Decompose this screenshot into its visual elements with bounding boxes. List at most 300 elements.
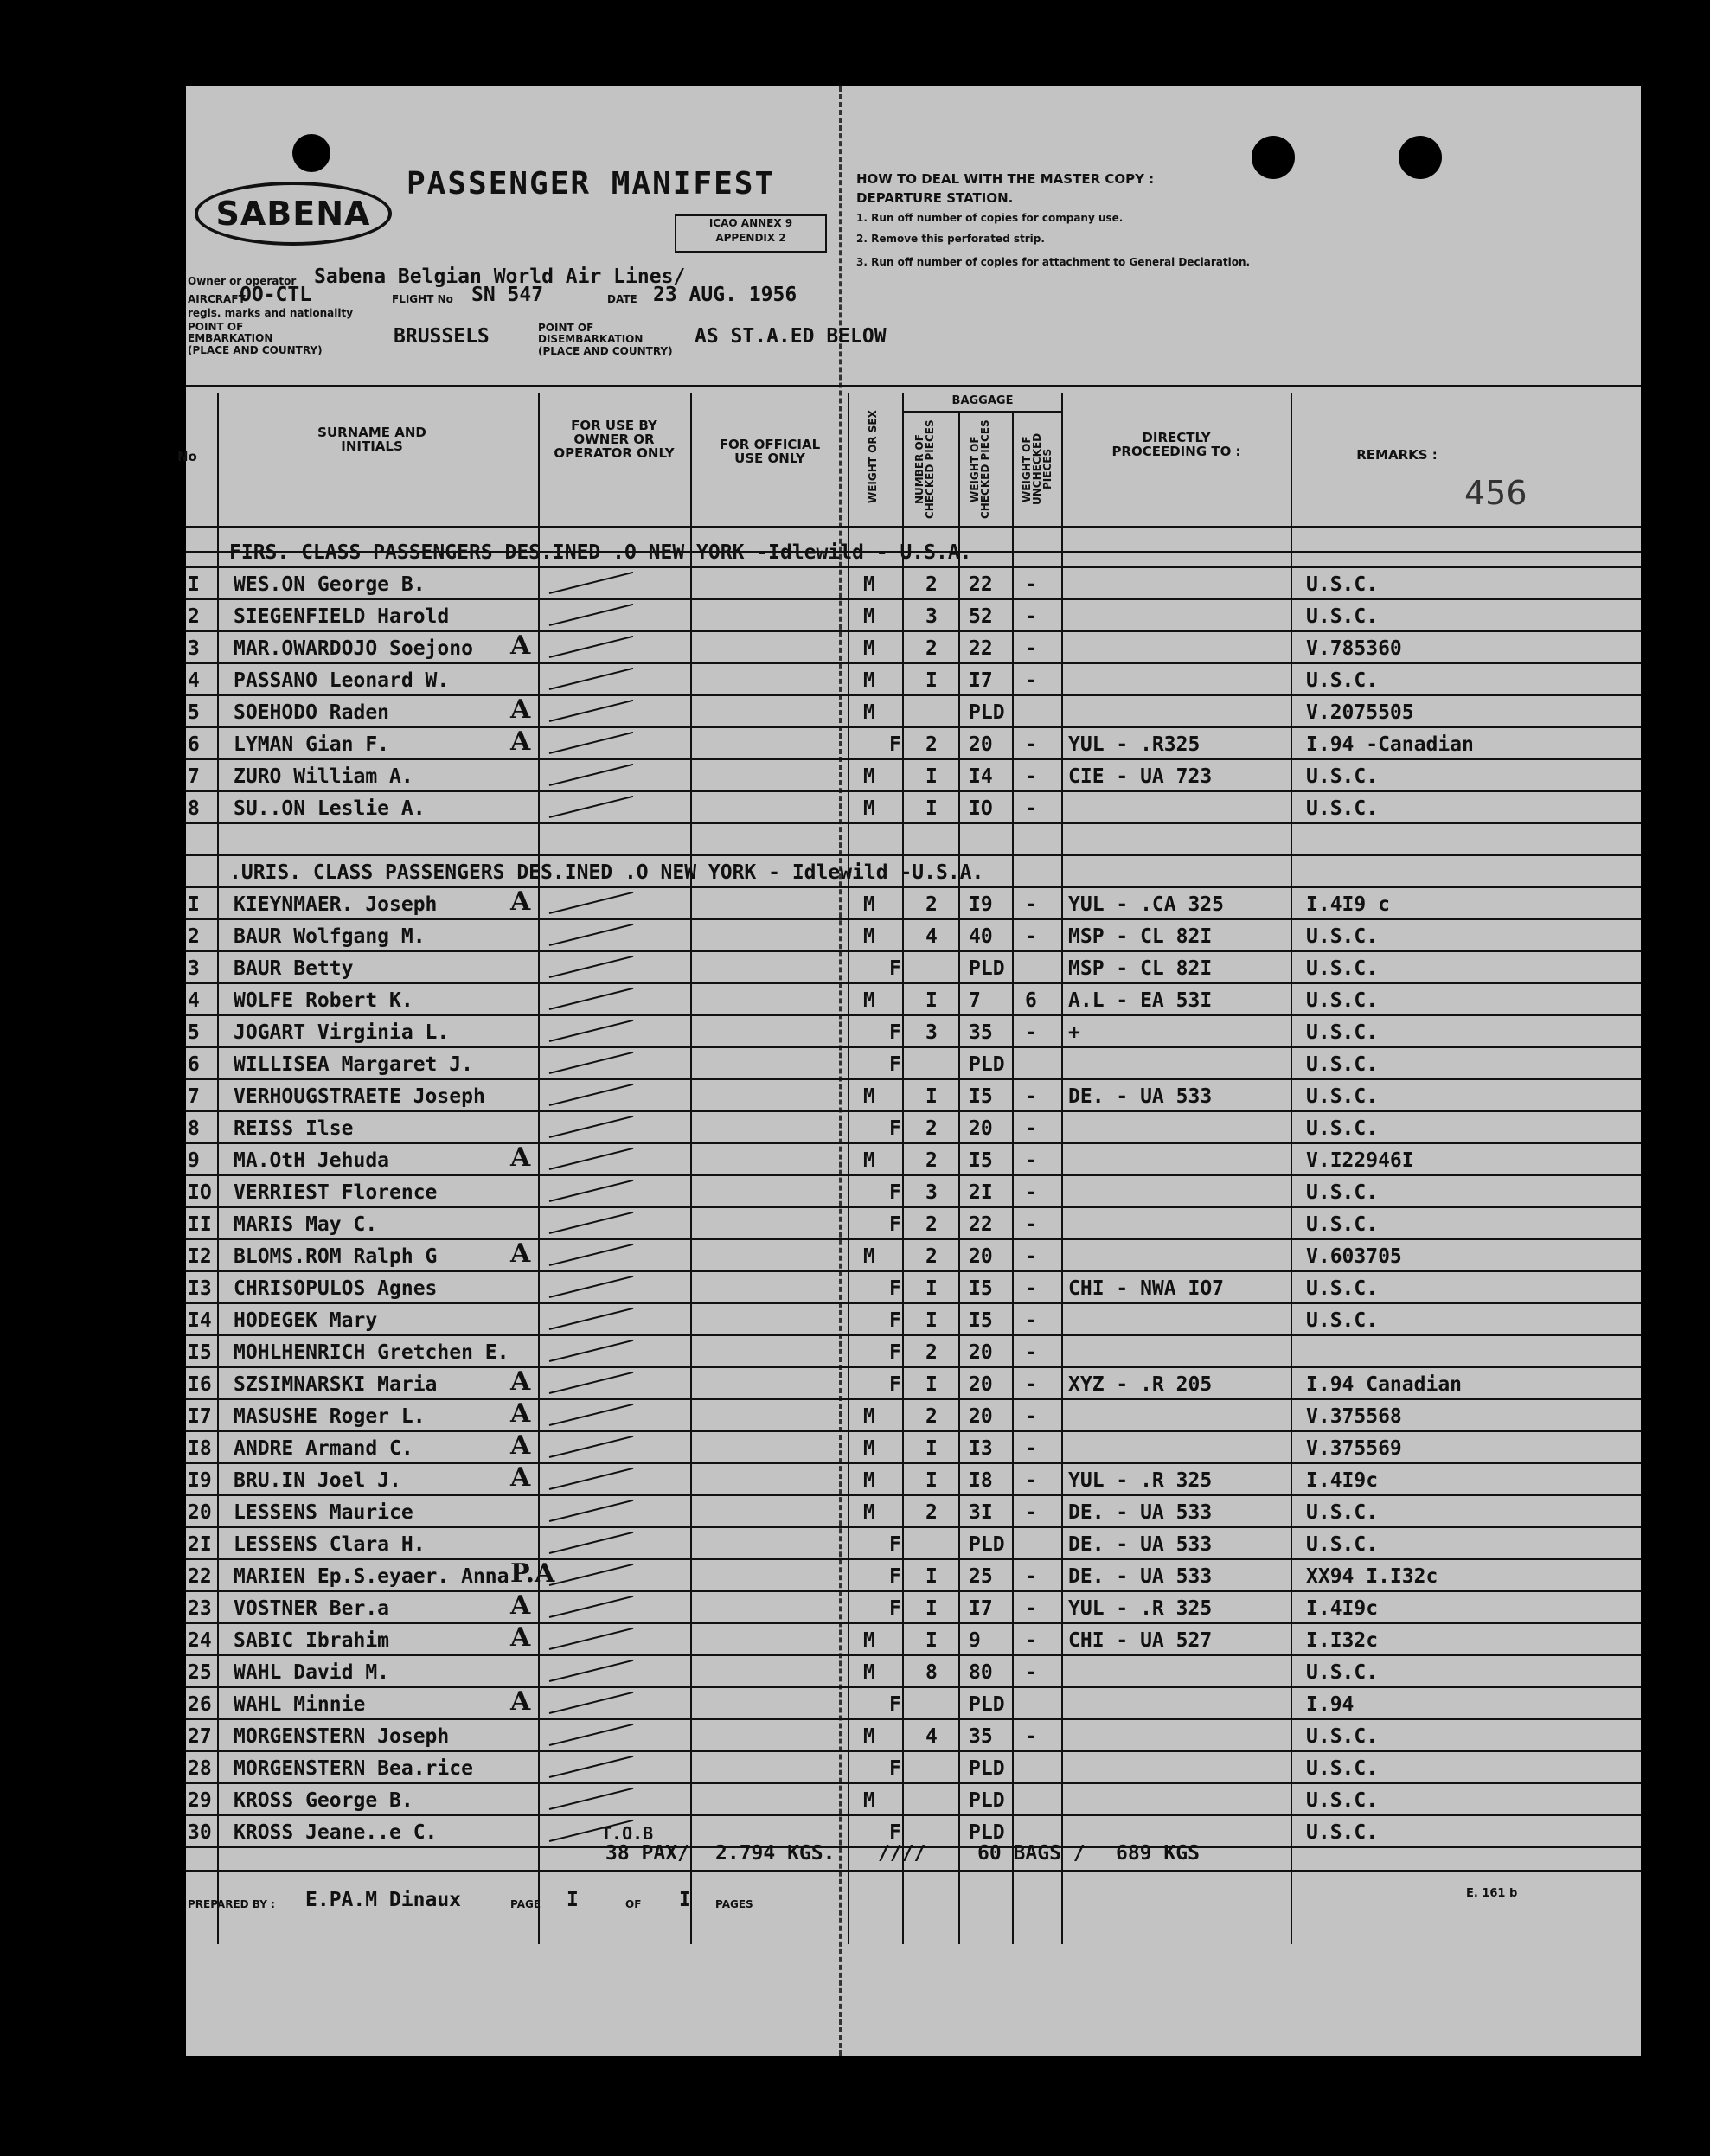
row-number: I2 bbox=[188, 1245, 212, 1268]
checked-pieces: 3 bbox=[925, 1181, 938, 1204]
prepared-value: E.PA.M Dinaux bbox=[305, 1889, 462, 1911]
sex-female: F bbox=[889, 1341, 901, 1364]
passenger-name: KROSS George B. bbox=[234, 1789, 413, 1812]
remarks: U.S.C. bbox=[1306, 605, 1379, 628]
row-number: 8 bbox=[188, 1117, 200, 1140]
remarks: V.2075505 bbox=[1306, 701, 1414, 724]
checked-pieces: I bbox=[925, 669, 938, 692]
unchecked-weight: - bbox=[1025, 1725, 1037, 1748]
passenger-name: HODEGEK Mary bbox=[234, 1309, 378, 1332]
unchecked-weight: - bbox=[1025, 1021, 1037, 1044]
owner-mark: A bbox=[510, 1238, 531, 1269]
total-tob: T.O.B bbox=[601, 1823, 654, 1844]
checked-pieces: I bbox=[925, 1277, 938, 1300]
remarks: U.S.C. bbox=[1306, 1821, 1379, 1844]
disembark-label-1: POINT OF bbox=[538, 322, 594, 334]
proceeding-to: XYZ - .R 205 bbox=[1068, 1373, 1213, 1396]
proceeding-to: YUL - .R 325 bbox=[1068, 1469, 1213, 1492]
sex-male: M bbox=[863, 797, 875, 820]
passenger-row bbox=[186, 984, 1641, 1016]
checked-pieces: 2 bbox=[925, 733, 938, 756]
disembark-label-2: DISEMBARKATION bbox=[538, 333, 644, 345]
row-number: I9 bbox=[188, 1469, 212, 1492]
checked-weight: 20 bbox=[969, 1245, 993, 1268]
sabena-logo: SABENA bbox=[195, 182, 392, 246]
checked-pieces: 2 bbox=[925, 573, 938, 596]
remarks: V.603705 bbox=[1306, 1245, 1402, 1268]
sex-male: M bbox=[863, 1437, 875, 1460]
remarks: U.S.C. bbox=[1306, 1277, 1379, 1300]
passenger-row bbox=[186, 760, 1641, 792]
unchecked-weight: - bbox=[1025, 1373, 1037, 1396]
row-number: 23 bbox=[188, 1597, 212, 1620]
passenger-row bbox=[186, 792, 1641, 824]
passenger-name: LESSENS Maurice bbox=[234, 1501, 413, 1524]
sex-male: M bbox=[863, 701, 875, 724]
row-number: 28 bbox=[188, 1757, 212, 1780]
disembark-label-3: (PLACE AND COUNTRY) bbox=[538, 345, 673, 357]
checked-pieces: 2 bbox=[925, 1245, 938, 1268]
remarks: I.94 bbox=[1306, 1693, 1355, 1716]
embark-value: BRUSSELS bbox=[394, 325, 490, 348]
checked-weight: PLD bbox=[969, 1693, 1005, 1716]
passenger-name: VERHOUGSTRAETE Joseph bbox=[234, 1085, 485, 1108]
sex-male: M bbox=[863, 1149, 875, 1172]
checked-weight: 20 bbox=[969, 1405, 993, 1428]
proceeding-to: DE. - UA 533 bbox=[1068, 1533, 1213, 1556]
checked-pieces: 2 bbox=[925, 637, 938, 660]
row-number: I7 bbox=[188, 1405, 212, 1428]
checked-weight: 40 bbox=[969, 925, 993, 948]
checked-weight: 35 bbox=[969, 1725, 993, 1748]
unchecked-weight: - bbox=[1025, 1469, 1037, 1492]
passenger-name: MA.OtH Jehuda bbox=[234, 1149, 390, 1172]
passenger-name: MOHLHENRICH Gretchen E. bbox=[234, 1341, 509, 1364]
passenger-row bbox=[186, 568, 1641, 600]
passenger-row bbox=[186, 600, 1641, 632]
proceeding-to: DE. - UA 533 bbox=[1068, 1565, 1213, 1588]
checked-weight: 22 bbox=[969, 1213, 993, 1236]
remarks: U.S.C. bbox=[1306, 797, 1379, 820]
passenger-name: CHRISOPULOS Agnes bbox=[234, 1277, 438, 1300]
remarks: I.I32c bbox=[1306, 1629, 1379, 1652]
row-number: 26 bbox=[188, 1693, 212, 1716]
section-title-row bbox=[186, 536, 1641, 568]
total-pax: 38 PAX/ bbox=[605, 1842, 689, 1865]
remarks: U.S.C. bbox=[1306, 1501, 1379, 1524]
remarks: U.S.C. bbox=[1306, 1661, 1379, 1684]
row-number: 5 bbox=[188, 1021, 200, 1044]
row-rule bbox=[186, 822, 1641, 824]
passenger-row bbox=[186, 1432, 1641, 1464]
checked-weight: 20 bbox=[969, 1117, 993, 1140]
sex-male: M bbox=[863, 1245, 875, 1268]
owner-mark: P.A bbox=[510, 1558, 555, 1589]
passenger-name: WES.ON George B. bbox=[234, 573, 426, 596]
checked-weight: I8 bbox=[969, 1469, 993, 1492]
remarks: U.S.C. bbox=[1306, 925, 1379, 948]
passenger-row bbox=[186, 1304, 1641, 1336]
sex-male: M bbox=[863, 573, 875, 596]
row-number: 7 bbox=[188, 765, 200, 788]
proceeding-to: YUL - .R 325 bbox=[1068, 1597, 1213, 1620]
passenger-row bbox=[186, 1624, 1641, 1656]
sex-female: F bbox=[889, 1565, 901, 1588]
sex-male: M bbox=[863, 1789, 875, 1812]
instructions-sub: DEPARTURE STATION. bbox=[856, 190, 1014, 206]
sex-female: F bbox=[889, 1181, 901, 1204]
aircraft-value: OO-CTL bbox=[240, 284, 312, 306]
row-number: I bbox=[188, 893, 200, 916]
passenger-name: PASSANO Leonard W. bbox=[234, 669, 450, 692]
unchecked-weight: - bbox=[1025, 1597, 1037, 1620]
checked-weight: PLD bbox=[969, 1053, 1005, 1076]
row-number: 6 bbox=[188, 733, 200, 756]
embark-label-2: EMBARKATION bbox=[188, 332, 273, 344]
row-number: II bbox=[188, 1213, 212, 1236]
checked-pieces: 4 bbox=[925, 925, 938, 948]
row-number: I8 bbox=[188, 1437, 212, 1460]
col-unchecked-weight: WEIGHT OF UNCHECKED PIECES bbox=[1021, 432, 1054, 506]
passenger-row bbox=[186, 1784, 1641, 1816]
sex-male: M bbox=[863, 1629, 875, 1652]
remarks: U.S.C. bbox=[1306, 1789, 1379, 1812]
proceeding-to: YUL - .CA 325 bbox=[1068, 893, 1225, 916]
disembark-value: AS ST.A.ED BELOW bbox=[695, 325, 887, 348]
remarks: V.375569 bbox=[1306, 1437, 1402, 1460]
unchecked-weight: - bbox=[1025, 1341, 1037, 1364]
checked-pieces: 3 bbox=[925, 605, 938, 628]
owner-mark: A bbox=[510, 1686, 531, 1717]
proceeding-to: YUL - .R325 bbox=[1068, 733, 1201, 756]
row-number: 24 bbox=[188, 1629, 212, 1652]
passenger-row bbox=[186, 1592, 1641, 1624]
owner-mark: A bbox=[510, 1622, 531, 1653]
checked-weight: 25 bbox=[969, 1565, 993, 1588]
sex-female: F bbox=[889, 1693, 901, 1716]
unchecked-weight: - bbox=[1025, 573, 1037, 596]
sex-male: M bbox=[863, 1725, 875, 1748]
row-number: 2I bbox=[188, 1533, 212, 1556]
passenger-name: SIEGENFIELD Harold bbox=[234, 605, 450, 628]
passenger-row bbox=[186, 1208, 1641, 1240]
unchecked-weight: - bbox=[1025, 797, 1037, 820]
sex-female: F bbox=[889, 1117, 901, 1140]
checked-weight: PLD bbox=[969, 1757, 1005, 1780]
remarks: U.S.C. bbox=[1306, 1053, 1379, 1076]
checked-pieces: I bbox=[925, 1565, 938, 1588]
form-code: E. 161 b bbox=[1466, 1887, 1518, 1900]
sex-male: M bbox=[863, 893, 875, 916]
unchecked-weight: - bbox=[1025, 637, 1037, 660]
manifest-sheet bbox=[177, 86, 1641, 2056]
sex-female: F bbox=[889, 1213, 901, 1236]
passenger-row bbox=[186, 1240, 1641, 1272]
unchecked-weight: - bbox=[1025, 605, 1037, 628]
checked-pieces: 3 bbox=[925, 1021, 938, 1044]
unchecked-weight: - bbox=[1025, 1437, 1037, 1460]
unchecked-weight: - bbox=[1025, 765, 1037, 788]
passenger-row bbox=[186, 1464, 1641, 1496]
instructions-title: HOW TO DEAL WITH THE MASTER COPY : bbox=[856, 171, 1155, 187]
rule bbox=[186, 385, 1641, 387]
checked-pieces: 4 bbox=[925, 1725, 938, 1748]
checked-pieces: 2 bbox=[925, 1117, 938, 1140]
unchecked-weight: - bbox=[1025, 1277, 1037, 1300]
passenger-name: WAHL David M. bbox=[234, 1661, 390, 1684]
checked-weight: I5 bbox=[969, 1149, 993, 1172]
col-checked-pieces: NUMBER OF CHECKED PIECES bbox=[913, 419, 936, 519]
unchecked-weight: - bbox=[1025, 1565, 1037, 1588]
checked-pieces: 2 bbox=[925, 1501, 938, 1524]
passenger-name: MARIEN Ep.S.eyaer. Anna bbox=[234, 1565, 509, 1588]
unchecked-weight: - bbox=[1025, 1213, 1037, 1236]
sex-female: F bbox=[889, 1757, 901, 1780]
passenger-name: WILLISEA Margaret J. bbox=[234, 1053, 473, 1076]
checked-weight: I4 bbox=[969, 765, 993, 788]
unchecked-weight: 6 bbox=[1025, 989, 1037, 1012]
sex-female: F bbox=[889, 1373, 901, 1396]
page-label: PAGE bbox=[510, 1898, 541, 1910]
passenger-name: LYMAN Gian F. bbox=[234, 733, 390, 756]
sex-male: M bbox=[863, 1405, 875, 1428]
remarks: U.S.C. bbox=[1306, 1533, 1379, 1556]
owner-mark: A bbox=[510, 1462, 531, 1493]
proceeding-to: CHI - NWA IO7 bbox=[1068, 1277, 1225, 1300]
checked-weight: 80 bbox=[969, 1661, 993, 1684]
passenger-name: MORGENSTERN Bea.rice bbox=[234, 1757, 473, 1780]
passenger-name: JOGART Virginia L. bbox=[234, 1021, 450, 1044]
passenger-row bbox=[186, 1656, 1641, 1688]
checked-weight: 3I bbox=[969, 1501, 993, 1524]
col-no: No bbox=[177, 449, 197, 464]
passenger-row bbox=[186, 1528, 1641, 1560]
total-kgs: 2.794 KGS. bbox=[715, 1842, 836, 1865]
passenger-row bbox=[186, 728, 1641, 760]
passenger-row bbox=[186, 1688, 1641, 1720]
passenger-name: ANDRE Armand C. bbox=[234, 1437, 413, 1460]
proceeding-to: A.L - EA 53I bbox=[1068, 989, 1213, 1012]
remarks: U.S.C. bbox=[1306, 1117, 1379, 1140]
passenger-name: BAUR Wolfgang M. bbox=[234, 925, 426, 948]
owner-mark: A bbox=[510, 694, 531, 725]
checked-pieces: 2 bbox=[925, 1149, 938, 1172]
passenger-name: LESSENS Clara H. bbox=[234, 1533, 426, 1556]
remarks: I.94 Canadian bbox=[1306, 1373, 1463, 1396]
proceeding-to: MSP - CL 82I bbox=[1068, 957, 1213, 980]
checked-pieces: I bbox=[925, 1309, 938, 1332]
remarks: U.S.C. bbox=[1306, 1309, 1379, 1332]
proceeding-to: CHI - UA 527 bbox=[1068, 1629, 1213, 1652]
checked-weight: PLD bbox=[969, 1821, 1005, 1844]
passenger-row bbox=[186, 1112, 1641, 1144]
checked-pieces: I bbox=[925, 989, 938, 1012]
checked-pieces: I bbox=[925, 1373, 938, 1396]
remarks: U.S.C. bbox=[1306, 1757, 1379, 1780]
remarks: U.S.C. bbox=[1306, 669, 1379, 692]
passenger-row bbox=[186, 1560, 1641, 1592]
sex-female: F bbox=[889, 1821, 901, 1844]
section-title: .URIS. CLASS PASSENGERS DES.INED .O NEW YORK - Idlewild -U.S.A. bbox=[229, 861, 984, 884]
remarks: U.S.C. bbox=[1306, 989, 1379, 1012]
proceeding-to: DE. - UA 533 bbox=[1068, 1085, 1213, 1108]
row-number: 2 bbox=[188, 925, 200, 948]
remarks: U.S.C. bbox=[1306, 1021, 1379, 1044]
passenger-row bbox=[186, 1272, 1641, 1304]
checked-pieces: 8 bbox=[925, 1661, 938, 1684]
passenger-row bbox=[186, 1368, 1641, 1400]
row-number: 9 bbox=[188, 1149, 200, 1172]
prepared-label: PREPARED BY : bbox=[188, 1898, 275, 1910]
checked-pieces: 2 bbox=[925, 1341, 938, 1364]
passenger-row bbox=[186, 1080, 1641, 1112]
unchecked-weight: - bbox=[1025, 1149, 1037, 1172]
unchecked-weight: - bbox=[1025, 1117, 1037, 1140]
owner-mark: A bbox=[510, 1398, 531, 1429]
remarks: V.375568 bbox=[1306, 1405, 1402, 1428]
col-remarks: REMARKS : bbox=[1356, 447, 1438, 463]
passenger-row bbox=[186, 888, 1641, 920]
embark-label-1: POINT OF bbox=[188, 321, 244, 333]
instruction-1: 1. Run off number of copies for company use. bbox=[856, 212, 1124, 224]
sex-male: M bbox=[863, 1501, 875, 1524]
sex-female: F bbox=[889, 733, 901, 756]
row-number: 3 bbox=[188, 957, 200, 980]
passenger-row bbox=[186, 1720, 1641, 1752]
passenger-name: KIEYNMAER. Joseph bbox=[234, 893, 438, 916]
remarks: XX94 I.I32c bbox=[1306, 1565, 1438, 1588]
unchecked-weight: - bbox=[1025, 1501, 1037, 1524]
row-number: 3 bbox=[188, 637, 200, 660]
passenger-name: MAR.OWARDOJO Soejono bbox=[234, 637, 473, 660]
row-number: 4 bbox=[188, 989, 200, 1012]
passenger-name: REISS Ilse bbox=[234, 1117, 354, 1140]
passenger-name: SABIC Ibrahim bbox=[234, 1629, 390, 1652]
checked-weight: 22 bbox=[969, 573, 993, 596]
checked-pieces: I bbox=[925, 1629, 938, 1652]
checked-weight: I5 bbox=[969, 1277, 993, 1300]
embark-label-3: (PLACE AND COUNTRY) bbox=[188, 344, 323, 356]
passenger-name: SZSIMNARSKI Maria bbox=[234, 1373, 438, 1396]
checked-weight: PLD bbox=[969, 957, 1005, 980]
of-value: I bbox=[679, 1889, 691, 1911]
col-weight-or-sex: WEIGHT OR SEX bbox=[867, 410, 879, 503]
checked-weight: I5 bbox=[969, 1085, 993, 1108]
unchecked-weight: - bbox=[1025, 1085, 1037, 1108]
sex-female: F bbox=[889, 1533, 901, 1556]
sex-male: M bbox=[863, 925, 875, 948]
sex-female: F bbox=[889, 1021, 901, 1044]
remarks: I.4I9c bbox=[1306, 1469, 1379, 1492]
proceeding-to: CIE - UA 723 bbox=[1068, 765, 1213, 788]
sex-male: M bbox=[863, 1085, 875, 1108]
sex-female: F bbox=[889, 957, 901, 980]
total-bag-kgs: 689 KGS bbox=[1116, 1842, 1200, 1865]
punch-hole bbox=[1252, 136, 1295, 179]
unchecked-weight: - bbox=[1025, 1245, 1037, 1268]
col-checked-weight: WEIGHT OF CHECKED PIECES bbox=[969, 419, 991, 519]
row-number: I3 bbox=[188, 1277, 212, 1300]
document-title: PASSENGER MANIFEST bbox=[407, 166, 776, 202]
checked-weight: I5 bbox=[969, 1309, 993, 1332]
owner-mark: A bbox=[510, 726, 531, 757]
unchecked-weight: - bbox=[1025, 1309, 1037, 1332]
pages-label: PAGES bbox=[715, 1898, 753, 1910]
row-number: 6 bbox=[188, 1053, 200, 1076]
passenger-name: WOLFE Robert K. bbox=[234, 989, 413, 1012]
checked-weight: I3 bbox=[969, 1437, 993, 1460]
passenger-name: ZURO William A. bbox=[234, 765, 413, 788]
checked-pieces: I bbox=[925, 1085, 938, 1108]
passenger-name: BAUR Betty bbox=[234, 957, 354, 980]
unchecked-weight: - bbox=[1025, 669, 1037, 692]
row-number: 7 bbox=[188, 1085, 200, 1108]
row-number: 22 bbox=[188, 1565, 212, 1588]
col-official-use: FOR OFFICIAL USE ONLY bbox=[719, 437, 821, 466]
owner-mark: A bbox=[510, 886, 531, 917]
icao-box bbox=[675, 214, 827, 253]
passenger-name: MORGENSTERN Joseph bbox=[234, 1725, 450, 1748]
col-rule bbox=[902, 411, 1063, 413]
unchecked-weight: - bbox=[1025, 1629, 1037, 1652]
punch-hole bbox=[292, 134, 330, 172]
passenger-row bbox=[186, 1016, 1641, 1048]
icao-line-2: APPENDIX 2 bbox=[715, 232, 786, 244]
sex-male: M bbox=[863, 637, 875, 660]
sex-male: M bbox=[863, 669, 875, 692]
owner-mark: A bbox=[510, 1366, 531, 1397]
sex-male: M bbox=[863, 989, 875, 1012]
col-owner-use: FOR USE BY OWNER OR OPERATOR ONLY bbox=[554, 418, 675, 461]
checked-weight: 20 bbox=[969, 1373, 993, 1396]
passenger-row bbox=[186, 952, 1641, 984]
row-number: 29 bbox=[188, 1789, 212, 1812]
owner-mark: A bbox=[510, 1590, 531, 1621]
rule bbox=[186, 526, 1641, 528]
sex-female: F bbox=[889, 1309, 901, 1332]
checked-pieces: I bbox=[925, 1469, 938, 1492]
row-number: 27 bbox=[188, 1725, 212, 1748]
remarks: I.4I9 c bbox=[1306, 893, 1390, 916]
checked-weight: IO bbox=[969, 797, 993, 820]
unchecked-weight: - bbox=[1025, 1405, 1037, 1428]
instruction-3: 3. Run off number of copies for attachment to General Declaration. bbox=[856, 256, 1251, 268]
checked-pieces: 2 bbox=[925, 1405, 938, 1428]
instruction-2: 2. Remove this perforated strip. bbox=[856, 233, 1045, 245]
passenger-row bbox=[186, 1048, 1641, 1080]
sex-male: M bbox=[863, 1469, 875, 1492]
owner-label: Owner or operator bbox=[188, 275, 297, 287]
icao-line-1: ICAO ANNEX 9 bbox=[708, 217, 793, 229]
checked-weight: PLD bbox=[969, 1533, 1005, 1556]
checked-weight: I9 bbox=[969, 893, 993, 916]
sex-female: F bbox=[889, 1277, 901, 1300]
checked-weight: 20 bbox=[969, 1341, 993, 1364]
passenger-name: WAHL Minnie bbox=[234, 1693, 366, 1716]
unchecked-weight: - bbox=[1025, 733, 1037, 756]
checked-weight: I7 bbox=[969, 1597, 993, 1620]
aircraft-label: AIRCRAFT bbox=[188, 293, 246, 305]
row-number: I bbox=[188, 573, 200, 596]
row-number: 20 bbox=[188, 1501, 212, 1524]
remarks: U.S.C. bbox=[1306, 1085, 1379, 1108]
total-bags: 60 BAGS / bbox=[977, 1842, 1086, 1865]
row-number: IO bbox=[188, 1181, 212, 1204]
checked-pieces: 2 bbox=[925, 1213, 938, 1236]
passenger-row bbox=[186, 632, 1641, 664]
remarks: V.I22946I bbox=[1306, 1149, 1414, 1172]
remarks: U.S.C. bbox=[1306, 957, 1379, 980]
